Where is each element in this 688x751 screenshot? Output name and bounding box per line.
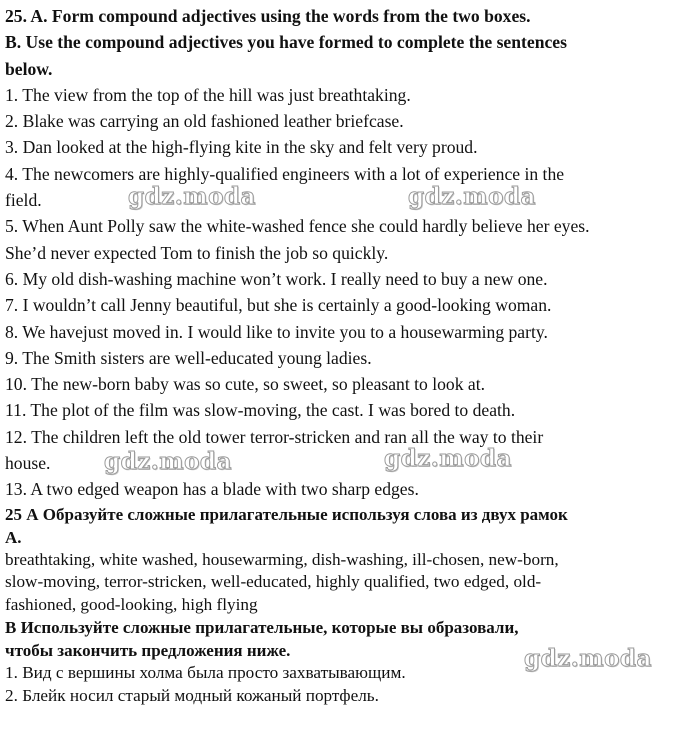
sentence-line: house. (5, 453, 51, 474)
watermark: gdz.moda (104, 448, 232, 475)
watermark: gdz.moda (384, 445, 512, 472)
ru-heading-b-line-2: чтобы закончить предложения ниже. (5, 641, 291, 661)
sentence-line: 10. The new-born baby was so cute, so sweet, so pleasant to look at. (5, 374, 485, 395)
sentence-line: 12. The children left the old tower terror-stricken and ran all the way to their (5, 426, 544, 447)
word-list-line: slow-moving, terror-stricken, well-educated, highly qualified, two edged, old- (5, 572, 542, 592)
word-list-line: fashioned, good-looking, high flying (5, 594, 258, 614)
sentence-line: 8. We havejust moved in. I would like to invite you to a housewarming party. (5, 321, 548, 342)
heading-a: 25. A. Form compound adjectives using the words from the two boxes. (5, 6, 531, 26)
ru-heading-b-line-1: В Используйте сложные прилагательные, которые вы образовали, (5, 618, 519, 638)
sentence-line: 1. The view from the top of the hill was just breathtaking. (5, 84, 411, 105)
sentence-line: 2. Blake was carrying an old fashioned leather briefcase. (5, 111, 404, 132)
ru-sentence-line: 1. Вид с вершины холма была просто захватывающим. (5, 663, 406, 683)
sentence-line: 9. The Smith sisters are well-educated young ladies. (5, 347, 372, 368)
heading-b-line-2: below. (5, 58, 53, 79)
sentence-line: field. (5, 190, 42, 211)
watermark: gdz.moda (128, 183, 256, 210)
ru-sentence-line: 2. Блейк носил старый модный кожаный портфель. (5, 685, 379, 705)
ru-heading-a-line-1: 25 А Образуйте сложные прилагательные используя слова из двух рамок (5, 504, 568, 524)
sentence-line: 7. I wouldn’t call Jenny beautiful, but she is certainly a good-looking woman. (5, 295, 552, 316)
watermark: gdz.moda (524, 645, 652, 672)
sentence-line: 5. When Aunt Polly saw the white-washed fence she could hardly believe her eyes. (5, 216, 590, 237)
ru-heading-a-line-2: А. (5, 527, 22, 547)
sentence-line: 13. A two edged weapon has a blade with two sharp edges. (5, 479, 419, 500)
sentence-line: 11. The plot of the film was slow-moving, the cast. I was bored to death. (5, 400, 516, 421)
sentence-line: 3. Dan looked at the high-flying kite in the sky and felt very proud. (5, 137, 478, 158)
watermark: gdz.moda (408, 183, 536, 210)
exercise-page (5, 3, 685, 707)
heading-b-line-1: B. Use the compound adjectives you have formed to complete the sentences (5, 32, 567, 53)
word-list-line: breathtaking, white washed, housewarming, dish-washing, ill-chosen, new-born, (5, 549, 559, 569)
sentence-line: 4. The newcomers are highly-qualified engineers with a lot of experience in the (5, 163, 565, 184)
sentence-line: 6. My old dish-washing machine won’t work. I really need to buy a new one. (5, 268, 548, 289)
sentence-line: She’d never expected Tom to finish the job so quickly. (5, 242, 389, 263)
